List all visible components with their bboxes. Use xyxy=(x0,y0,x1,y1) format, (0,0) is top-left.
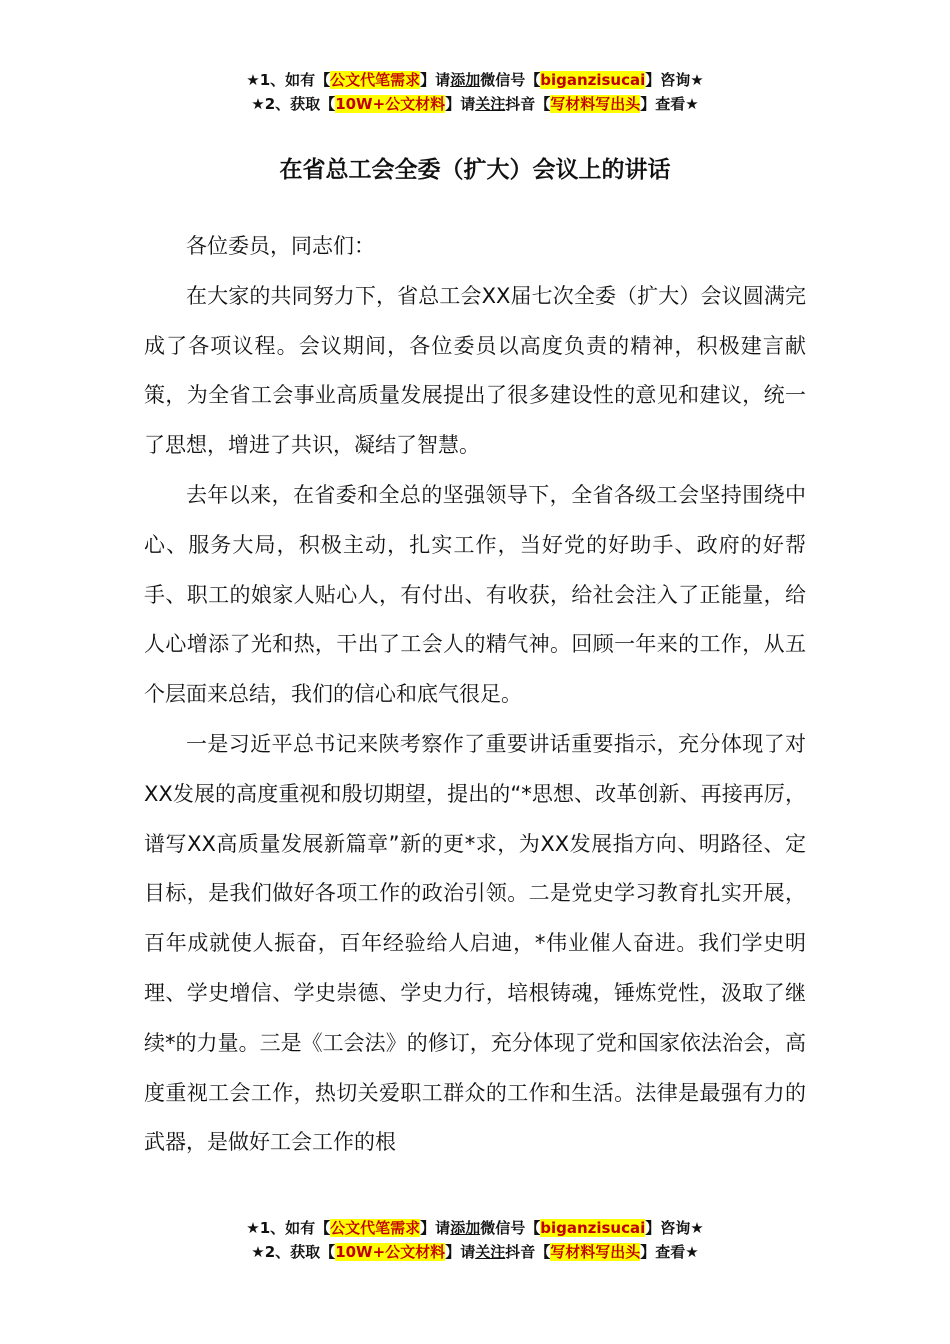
banner-highlight: 公文代笔需求 xyxy=(330,1219,421,1237)
banner-text: 微信号【 xyxy=(480,1219,541,1237)
document-body xyxy=(144,222,806,1168)
banner-underline: 添加 xyxy=(450,71,481,89)
banner-text: 抖音【 xyxy=(505,1243,551,1261)
footer-banner xyxy=(0,1216,950,1264)
banner-text: ★1、如有【 xyxy=(246,1219,331,1237)
banner-text: 】查看★ xyxy=(640,95,699,113)
banner-underline: 添加 xyxy=(450,1219,481,1237)
banner-text: ★2、获取【 xyxy=(251,1243,336,1261)
paragraph: 在大家的共同努力下，省总工会XX届七次全委（扩大）会议圆满完成了各项议程。会议期间，各位委员以高度负责的精神，积极建言献策，为全省工会事业高质量发展提出了很多建设性的意见和建议，统一了思想，增进了共识，凝结了智慧。 xyxy=(144,283,806,458)
document-title: 在省总工会全委（扩大）会议上的讲话 xyxy=(279,157,671,183)
banner-text: 】请 xyxy=(420,71,451,89)
paragraph: 一是习近平总书记来陕考察作了重要讲话重要指示，充分体现了对XX发展的高度重视和殷切期望，提出的“*思想、改革创新、再接再厉，谱写XX高质量发展新篇章”新的更*求，为XX发展指方向、明路径、定目标，是我们做好各项工作的政治引领。二是党史学习教育扎实开展，百年成就使人振奋，百年经验给人启迪，*伟业催人奋进。我们学史明理、学史增信、学史崇德、学史力行，培根铸魂，锤炼党性，汲取了继续*的力量。三是《工会法》的修订，充分体现了党和国家依法治会，高度重视工会工作，热切关爱职工群众的工作和生活。法律是最强有力的武器，是做好工会工作的根 xyxy=(144,731,806,1155)
banner-highlight: biganzisucai xyxy=(540,1219,646,1237)
banner-line-1 xyxy=(0,1216,950,1240)
banner-text: 微信号【 xyxy=(480,71,541,89)
banner-highlight: 公文代笔需求 xyxy=(330,71,421,89)
header-banner xyxy=(0,68,950,116)
banner-text: 抖音【 xyxy=(505,95,551,113)
banner-underline: 关注 xyxy=(475,1243,506,1261)
salutation: 各位委员，同志们： xyxy=(186,234,375,258)
banner-text: 】咨询★ xyxy=(645,1219,704,1237)
banner-text: 】请 xyxy=(420,1219,451,1237)
banner-underline: 关注 xyxy=(475,95,506,113)
banner-highlight: 10W+公文材料 xyxy=(335,95,446,113)
banner-text: 】查看★ xyxy=(640,1243,699,1261)
banner-highlight: 写材料写出头 xyxy=(550,95,641,113)
banner-text: ★1、如有【 xyxy=(246,71,331,89)
banner-text: ★2、获取【 xyxy=(251,95,336,113)
banner-highlight: 写材料写出头 xyxy=(550,1243,641,1261)
banner-text: 】咨询★ xyxy=(645,71,704,89)
banner-text: 】请 xyxy=(445,1243,476,1261)
banner-text: 】请 xyxy=(445,95,476,113)
banner-line-2 xyxy=(0,1240,950,1264)
banner-highlight: 10W+公文材料 xyxy=(335,1243,446,1261)
banner-highlight: biganzisucai xyxy=(540,71,646,89)
banner-line-1 xyxy=(0,68,950,92)
paragraph: 去年以来，在省委和全总的坚强领导下，全省各级工会坚持围绕中心、服务大局，积极主动，扎实工作，当好党的好助手、政府的好帮手、职工的娘家人贴心人，有付出、有收获，给社会注入了正能量，给人心增添了光和热，干出了工会人的精气神。回顾一年来的工作，从五个层面来总结，我们的信心和底气很足。 xyxy=(144,482,806,707)
banner-line-2 xyxy=(0,92,950,116)
